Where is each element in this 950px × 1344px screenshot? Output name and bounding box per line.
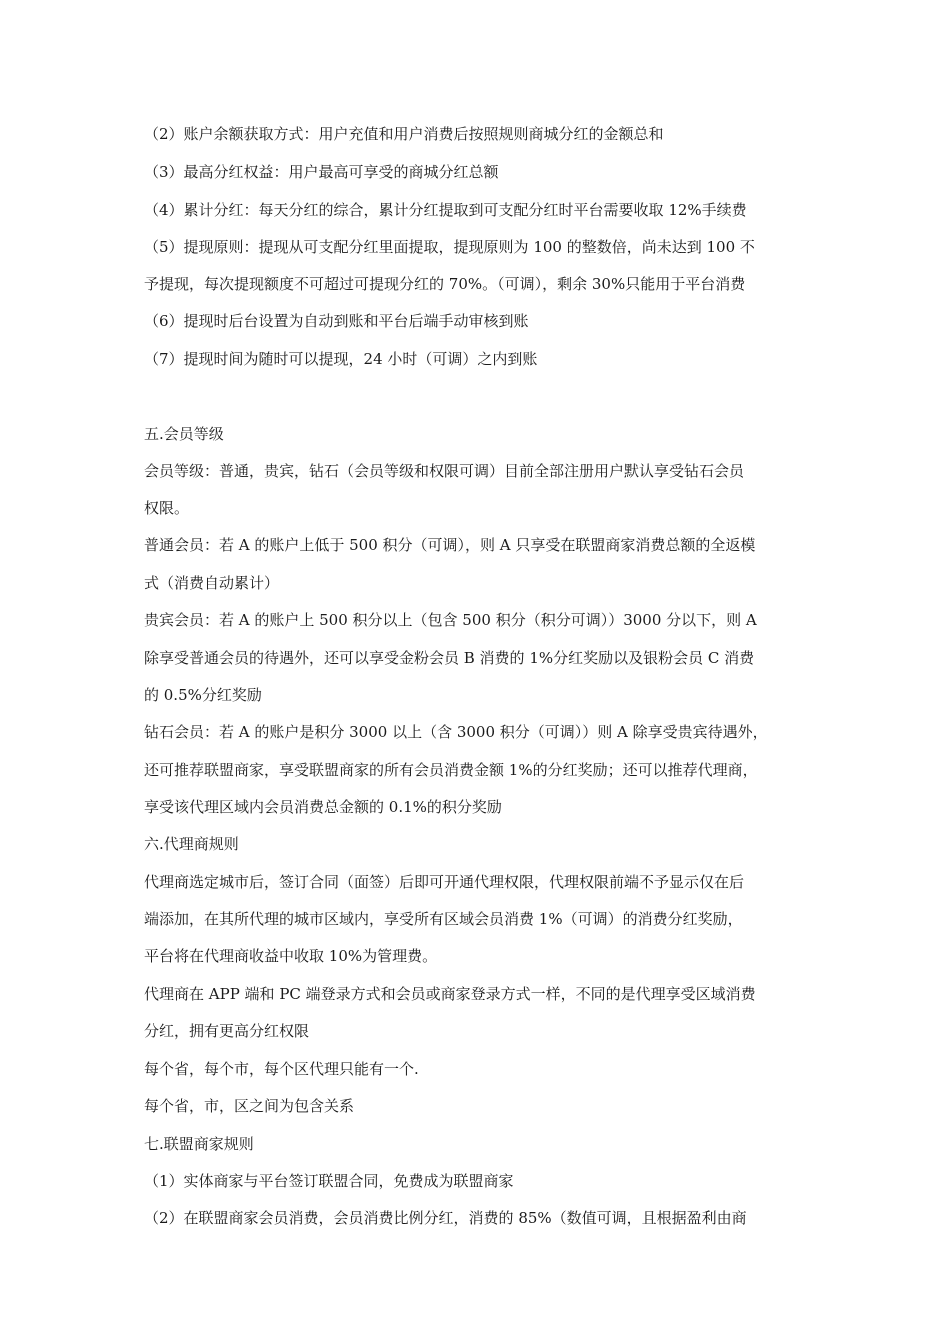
rule-item-7: （7）提现时间为随时可以提现，24 小时（可调）之内到账 [144, 350, 538, 368]
rule-item-6: （6）提现时后台设置为自动到账和平台后端手动审核到账 [144, 312, 529, 330]
regular-member-line-1: 普通会员：若 A 的账户上低于 500 积分（可调），则 A 只享受在联盟商家消费总额的全返模 [144, 536, 756, 554]
rule-item-3: （3）最高分红权益：用户最高可享受的商城分红总额 [144, 163, 499, 181]
vip-member-line-1: 贵宾会员：若 A 的账户上 500 积分以上（包含 500 积分（积分可调））3000 分以下，则 A [144, 611, 757, 629]
agent-hierarchy: 每个省，市，区之间为包含关系 [144, 1097, 355, 1115]
agent-uniqueness: 每个省，每个市，每个区代理只能有一个. [144, 1060, 419, 1078]
agent-paragraph-line-1: 代理商选定城市后，签订合同（面签）后即可开通代理权限，代理权限前端不予显示仅在后 [144, 873, 745, 891]
vip-member-line-2: 除享受普通会员的待遇外，还可以享受金粉会员 B 消费的 1%分红奖励以及银粉会员 C 消费 [144, 649, 755, 667]
rule-item-5-line-1: （5）提现原则：提现从可支配分红里面提取，提现原则为 100 的整数倍，尚未达到 100 不 [144, 238, 755, 256]
merchant-item-1: （1）实体商家与平台签订联盟合同，免费成为联盟商家 [144, 1172, 514, 1190]
regular-member-line-2: 式（消费自动累计） [144, 574, 280, 592]
diamond-member-line-2: 还可推荐联盟商家，享受联盟商家的所有会员消费金额 1%的分红奖励；还可以推荐代理商， [144, 761, 758, 779]
diamond-member-line-1: 钻石会员：若 A 的账户是积分 3000 以上（含 3000 积分（可调））则 A 除享受贵宾待遇外， [144, 723, 768, 741]
section-heading-membership: 五.会员等级 [144, 425, 224, 443]
vip-member-line-3: 的 0.5%分红奖励 [144, 686, 262, 704]
rule-item-4: （4）累计分红：每天分红的综合，累计分红提取到可支配分红时平台需要收取 12%手续费 [144, 201, 747, 219]
agent-login-line-1: 代理商在 APP 端和 PC 端登录方式和会员或商家登录方式一样，不同的是代理享受区域消费 [144, 985, 756, 1003]
merchant-item-2: （2）在联盟商家会员消费，会员消费比例分红，消费的 85%（数值可调，且根据盈利由商 [144, 1209, 747, 1227]
rule-item-2: （2）账户余额获取方式：用户充值和用户消费后按照规则商城分红的金额总和 [144, 125, 664, 143]
agent-login-line-2: 分红，拥有更高分红权限 [144, 1022, 310, 1040]
section-heading-agent: 六.代理商规则 [144, 835, 239, 853]
agent-paragraph-line-2: 端添加，在其所代理的城市区域内，享受所有区域会员消费 1%（可调）的消费分红奖励， [144, 910, 743, 928]
diamond-member-line-3: 享受该代理区域内会员消费总金额的 0.1%的积分奖励 [144, 798, 502, 816]
rule-item-5-line-2: 予提现，每次提现额度不可超过可提现分红的 70%。（可调），剩余 30%只能用于平台消费 [144, 275, 746, 293]
section-heading-merchant: 七.联盟商家规则 [144, 1135, 254, 1153]
agent-paragraph-line-3: 平台将在代理商收益中收取 10%为管理费。 [144, 947, 438, 965]
membership-paragraph-line-1: 会员等级：普通，贵宾，钻石（会员等级和权限可调）目前全部注册用户默认享受钻石会员 [144, 462, 745, 480]
membership-paragraph-line-2: 权限。 [144, 499, 190, 517]
